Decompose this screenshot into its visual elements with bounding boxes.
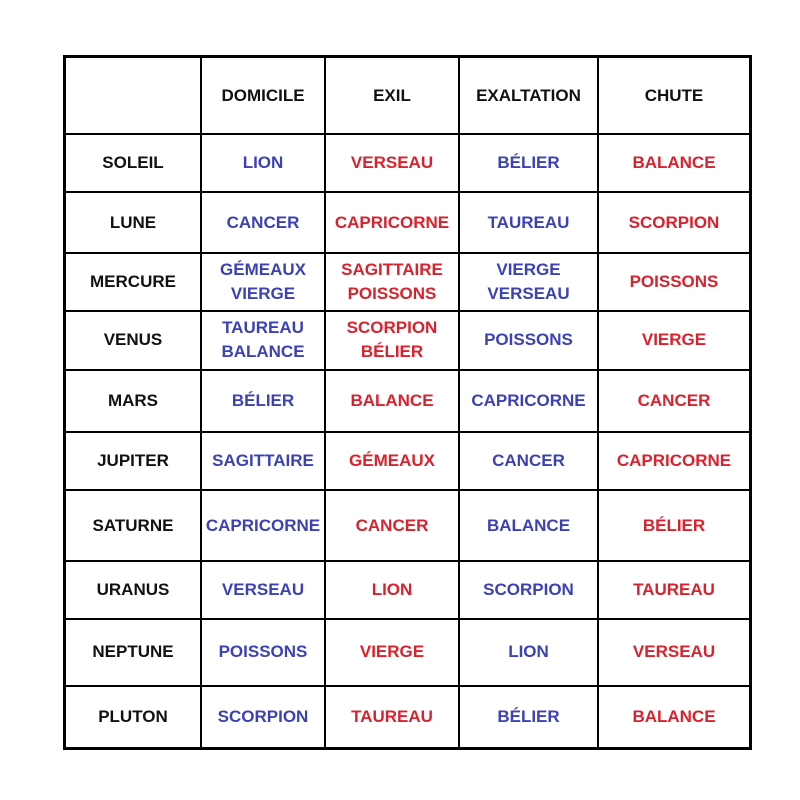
- exil-sign: SAGITTAIRE: [341, 259, 443, 279]
- exil-cell: [325, 134, 459, 192]
- chute-cell: [598, 253, 749, 311]
- exil-cell: [325, 432, 459, 490]
- corner-cell: [66, 58, 201, 134]
- domicile-cell: [201, 253, 325, 311]
- exaltation-cell: [459, 134, 598, 192]
- exaltation-cell: [459, 192, 598, 252]
- chute-sign: BÉLIER: [642, 515, 706, 535]
- chute-sign: BALANCE: [632, 153, 716, 173]
- exaltation-cell: [459, 619, 598, 685]
- planet-cell: URANUS: [66, 561, 201, 619]
- planet-cell: VENUS: [66, 311, 201, 369]
- table-row: [66, 561, 749, 619]
- header-exaltation: EXALTATION: [459, 58, 598, 134]
- table-row: [66, 686, 749, 747]
- exaltation-cell: [459, 253, 598, 311]
- domicile-sign: SCORPION: [217, 706, 309, 726]
- planet-cell: MARS: [66, 370, 201, 432]
- exaltation-cell: [459, 370, 598, 432]
- exaltation-sign: CANCER: [492, 451, 565, 471]
- chute-cell: [598, 134, 749, 192]
- exil-sign: BÉLIER: [360, 342, 424, 362]
- planet-cell: SOLEIL: [66, 134, 201, 192]
- exil-sign: GÉMEAUX: [349, 451, 435, 471]
- exil-sign: LION: [371, 579, 413, 599]
- exil-sign: BALANCE: [350, 390, 434, 410]
- exil-cell: [325, 192, 459, 252]
- exaltation-cell: [459, 686, 598, 747]
- exaltation-sign: CAPRICORNE: [471, 390, 586, 410]
- dignities-table-frame: [63, 55, 752, 750]
- table-row: [66, 192, 749, 252]
- chute-sign: SCORPION: [628, 212, 720, 232]
- chute-cell: [598, 619, 749, 685]
- header-domicile: DOMICILE: [201, 58, 325, 134]
- exaltation-cell: [459, 561, 598, 619]
- table-row: [66, 253, 749, 311]
- header-chute: CHUTE: [598, 58, 749, 134]
- table-row: [66, 619, 749, 685]
- exil-sign: CAPRICORNE: [334, 212, 450, 232]
- exil-sign: POISSONS: [347, 283, 437, 303]
- dignities-table: [66, 58, 749, 747]
- exaltation-sign: BÉLIER: [497, 706, 560, 726]
- exaltation-sign: SCORPION: [483, 579, 574, 599]
- domicile-cell: [201, 432, 325, 490]
- planet-cell: MERCURE: [66, 253, 201, 311]
- domicile-cell: [201, 686, 325, 747]
- exaltation-sign: POISSONS: [484, 330, 573, 350]
- exil-cell: [325, 686, 459, 747]
- exil-sign: CANCER: [355, 515, 429, 535]
- table-row: [66, 432, 749, 490]
- chute-sign: BALANCE: [632, 706, 716, 726]
- table-row: [66, 311, 749, 369]
- exil-sign: SCORPION: [346, 318, 438, 338]
- chute-cell: [598, 432, 749, 490]
- header-exil: EXIL: [325, 58, 459, 134]
- chute-sign: VIERGE: [641, 330, 707, 350]
- exaltation-cell: [459, 311, 598, 369]
- domicile-sign: LION: [242, 153, 284, 173]
- domicile-cell: [201, 192, 325, 252]
- chute-cell: [598, 370, 749, 432]
- table-row: [66, 490, 749, 560]
- domicile-cell: [201, 619, 325, 685]
- exaltation-sign: BALANCE: [486, 515, 571, 535]
- exil-cell: [325, 253, 459, 311]
- exil-cell: [325, 370, 459, 432]
- exil-sign: VERSEAU: [350, 153, 434, 173]
- exaltation-sign: VIERGE: [496, 259, 561, 279]
- domicile-sign: VERSEAU: [221, 579, 305, 599]
- header-row: [66, 58, 749, 134]
- domicile-cell: [201, 490, 325, 560]
- domicile-sign: CAPRICORNE: [205, 515, 321, 535]
- domicile-sign: SAGITTAIRE: [212, 451, 314, 471]
- exaltation-cell: [459, 490, 598, 560]
- exaltation-cell: [459, 432, 598, 490]
- chute-sign: CANCER: [637, 390, 711, 410]
- planet-cell: LUNE: [66, 192, 201, 252]
- chute-cell: [598, 561, 749, 619]
- exil-cell: [325, 619, 459, 685]
- domicile-sign: VIERGE: [230, 283, 296, 303]
- domicile-sign: TAUREAU: [222, 318, 304, 338]
- table-row: [66, 370, 749, 432]
- domicile-sign: BÉLIER: [231, 390, 295, 410]
- domicile-sign: POISSONS: [218, 642, 308, 662]
- planet-cell: JUPITER: [66, 432, 201, 490]
- planet-cell: PLUTON: [66, 686, 201, 747]
- domicile-cell: [201, 370, 325, 432]
- exil-cell: [325, 561, 459, 619]
- chute-sign: CAPRICORNE: [616, 451, 732, 471]
- exaltation-sign: LION: [508, 642, 549, 662]
- exaltation-sign: BÉLIER: [497, 153, 560, 173]
- exil-cell: [325, 490, 459, 560]
- domicile-cell: [201, 134, 325, 192]
- domicile-cell: [201, 561, 325, 619]
- chute-cell: [598, 192, 749, 252]
- chute-sign: TAUREAU: [633, 579, 715, 599]
- chute-sign: POISSONS: [629, 271, 719, 291]
- table-body: [66, 134, 749, 747]
- domicile-sign: CANCER: [226, 212, 300, 232]
- chute-cell: [598, 490, 749, 560]
- exaltation-sign: VERSEAU: [487, 283, 570, 303]
- domicile-sign: BALANCE: [221, 342, 305, 362]
- chute-cell: [598, 311, 749, 369]
- chute-sign: VERSEAU: [632, 642, 716, 662]
- planet-cell: NEPTUNE: [66, 619, 201, 685]
- domicile-sign: GÉMEAUX: [220, 259, 306, 279]
- planet-cell: SATURNE: [66, 490, 201, 560]
- chute-cell: [598, 686, 749, 747]
- exil-sign: VIERGE: [359, 642, 425, 662]
- exil-sign: TAUREAU: [351, 706, 433, 726]
- exaltation-sign: TAUREAU: [487, 212, 570, 232]
- exil-cell: [325, 311, 459, 369]
- table-row: [66, 134, 749, 192]
- domicile-cell: [201, 311, 325, 369]
